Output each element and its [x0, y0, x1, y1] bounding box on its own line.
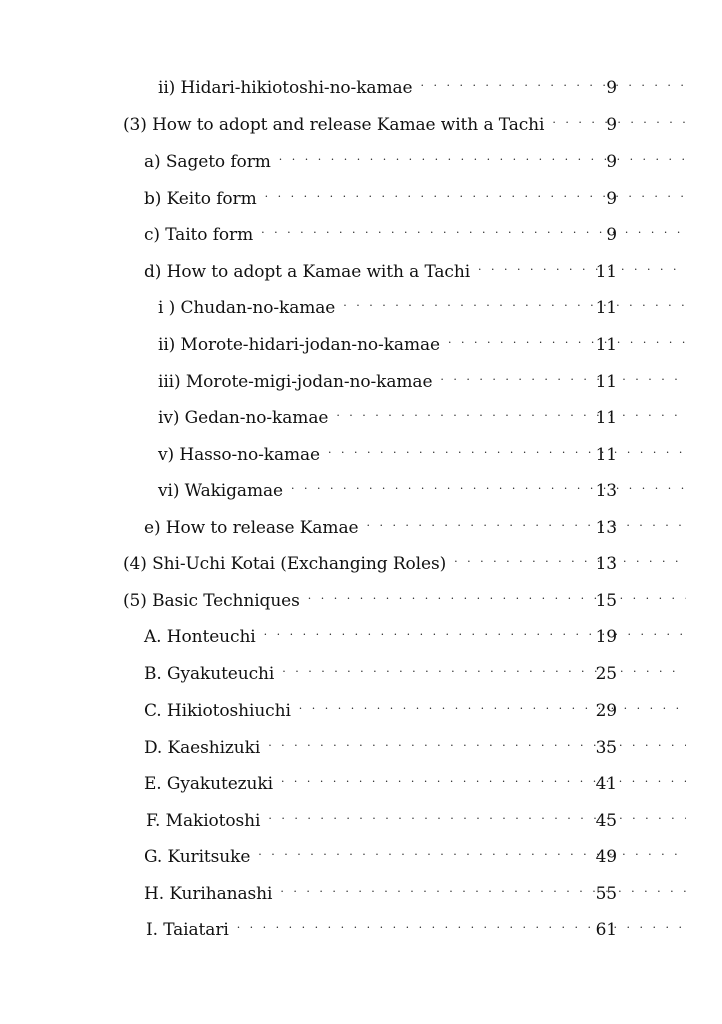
- toc-entry-page: 25: [595, 664, 617, 684]
- toc-entry-title: b) Keito form: [144, 189, 257, 209]
- toc-entry-title: H. Kurihanashi: [144, 884, 273, 904]
- toc-entry[interactable]: [0, 550, 722, 578]
- toc-entry-page: 9: [606, 78, 617, 98]
- toc-entry-title: E. Gyakutezuki: [144, 774, 273, 794]
- toc-entry-title: C. Hikiotoshiuchi: [144, 701, 291, 721]
- toc-entry[interactable]: [0, 331, 722, 359]
- dot-leader: [261, 219, 686, 247]
- toc-entry[interactable]: [0, 916, 722, 944]
- dot-leader: [308, 585, 686, 613]
- toc-entry-page: 9: [606, 115, 617, 135]
- toc-entry-title: (3) How to adopt and release Kamae with a Tachi: [123, 115, 545, 135]
- toc-entry-title: c) Taito form: [144, 225, 254, 245]
- toc-entry[interactable]: [0, 368, 722, 396]
- toc-entry[interactable]: [0, 404, 722, 432]
- dot-leader: [280, 878, 686, 906]
- toc-entry[interactable]: [0, 734, 722, 762]
- toc-entry-page: 15: [595, 591, 617, 611]
- toc-entry-title: i ) Chudan-no-kamae: [158, 298, 336, 318]
- toc-entry-page: 13: [595, 481, 617, 501]
- toc-entry-title: A. Honteuchi: [144, 627, 256, 647]
- toc-entry-title: D. Kaeshizuki: [144, 738, 261, 758]
- toc-entry-page: 55: [595, 884, 617, 904]
- toc-entry[interactable]: [0, 221, 722, 249]
- toc-entry-page: 45: [595, 811, 617, 831]
- toc-entry-title: a) Sageto form: [144, 152, 271, 172]
- toc-entry-title: v) Hasso-no-kamae: [158, 445, 321, 465]
- toc-entry-title: I. Taiatari: [146, 920, 229, 940]
- toc-entry[interactable]: [0, 770, 722, 798]
- toc-entry-page: 9: [606, 189, 617, 209]
- toc-entry[interactable]: [0, 623, 722, 651]
- toc-entry-page: 11: [595, 445, 617, 465]
- dot-leader: [279, 146, 686, 174]
- toc-entry[interactable]: [0, 441, 722, 469]
- toc-entry-page: 13: [595, 518, 617, 538]
- dot-leader: [328, 439, 686, 467]
- dot-leader: [258, 841, 686, 869]
- toc-entry[interactable]: [0, 294, 722, 322]
- toc-entry[interactable]: [0, 843, 722, 871]
- toc-entry[interactable]: [0, 148, 722, 176]
- dot-leader: [366, 512, 686, 540]
- dot-leader: [336, 402, 686, 430]
- toc-entry[interactable]: [0, 587, 722, 615]
- dot-leader: [420, 72, 686, 100]
- dot-leader: [478, 256, 686, 284]
- dot-leader: [440, 366, 686, 394]
- toc-entry[interactable]: [0, 880, 722, 908]
- toc-entry-title: ii) Morote-hidari-jodan-no-kamae: [158, 335, 440, 355]
- dot-leader: [454, 548, 686, 576]
- dot-leader: [264, 621, 686, 649]
- toc-entry-page: 11: [595, 262, 617, 282]
- toc-entry-page: 11: [595, 298, 617, 318]
- toc-entry-title: e) How to release Kamae: [144, 518, 359, 538]
- toc-entry-page: 61: [595, 920, 617, 940]
- toc-entry-page: 11: [595, 335, 617, 355]
- toc-entry-title: iv) Gedan-no-kamae: [158, 408, 329, 428]
- toc-entry-title: G. Kuritsuke: [144, 847, 251, 867]
- dot-leader: [281, 768, 686, 796]
- toc-entry-title: F. Makiotoshi: [146, 811, 261, 831]
- dot-leader: [282, 658, 686, 686]
- dot-leader: [268, 732, 686, 760]
- toc-entry-page: 49: [595, 847, 617, 867]
- dot-leader: [448, 329, 686, 357]
- toc-entry[interactable]: [0, 514, 722, 542]
- toc-entry-page: 9: [606, 152, 617, 172]
- toc-entry[interactable]: [0, 185, 722, 213]
- toc-entry[interactable]: [0, 111, 722, 139]
- toc-entry-page: 11: [595, 408, 617, 428]
- dot-leader: [299, 695, 686, 723]
- toc-entry[interactable]: [0, 74, 722, 102]
- toc-entry-page: 35: [595, 738, 617, 758]
- dot-leader: [237, 914, 686, 942]
- toc-entry-title: (5) Basic Techniques: [123, 591, 300, 611]
- toc-entry[interactable]: [0, 477, 722, 505]
- toc-entry-title: ii) Hidari-hikiotoshi-no-kamae: [158, 78, 413, 98]
- toc-entry[interactable]: [0, 697, 722, 725]
- toc-entry-title: d) How to adopt a Kamae with a Tachi: [144, 262, 471, 282]
- dot-leader: [291, 475, 686, 503]
- toc-entry-page: 9: [606, 225, 617, 245]
- toc-entry-title: B. Gyakuteuchi: [144, 664, 275, 684]
- toc-entry[interactable]: [0, 258, 722, 286]
- toc-entry-title: iii) Morote-migi-jodan-no-kamae: [158, 372, 433, 392]
- dot-leader: [343, 292, 686, 320]
- toc-entry-page: 19: [595, 627, 617, 647]
- toc-entry[interactable]: [0, 807, 722, 835]
- toc-entry-title: (4) Shi-Uchi Kotai (Exchanging Roles): [123, 554, 447, 574]
- toc-entry-page: 41: [595, 774, 617, 794]
- toc-entry-page: 29: [595, 701, 617, 721]
- toc-entry-page: 11: [595, 372, 617, 392]
- dot-leader: [265, 183, 686, 211]
- dot-leader: [268, 805, 686, 833]
- toc-entry-title: vi) Wakigamae: [158, 481, 283, 501]
- dot-leader: [552, 109, 686, 137]
- toc-entry[interactable]: [0, 660, 722, 688]
- toc-entry-page: 13: [595, 554, 617, 574]
